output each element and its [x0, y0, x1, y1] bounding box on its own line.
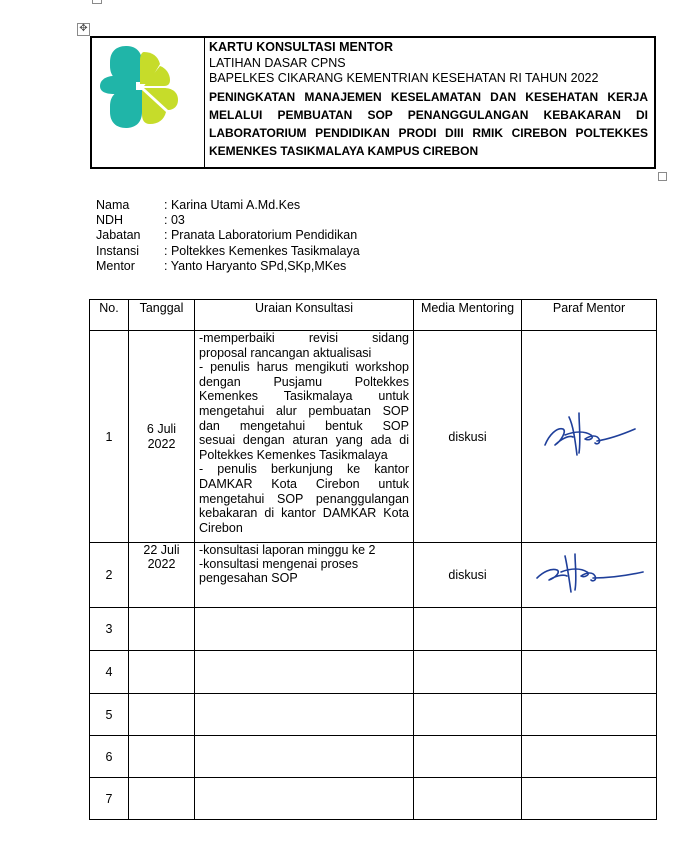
row-description [195, 736, 414, 778]
table-row [90, 543, 657, 608]
row-media [414, 651, 522, 694]
row-date [129, 778, 195, 820]
table-resize-handle[interactable] [658, 172, 667, 181]
header-text [205, 38, 654, 167]
info-label: Jabatan [96, 228, 141, 243]
info-label: NDH [96, 213, 124, 228]
row-media: diskusi [414, 331, 522, 543]
row-signature [522, 608, 657, 651]
row-description [195, 608, 414, 651]
row-date [129, 694, 195, 736]
page-corner-mark [92, 0, 102, 4]
table-row [90, 736, 657, 778]
row-signature [522, 778, 657, 820]
header-title: KARTU KONSULTASI MENTOR [209, 40, 394, 54]
desc-line: dengan Pusjamu Poltekkes [199, 374, 409, 389]
desc-line: Cirebon [199, 520, 243, 535]
header-tanggal: Tanggal [129, 300, 195, 331]
row-signature [522, 736, 657, 778]
desc-line: DAMKAR Kota Cirebon untuk [199, 476, 409, 491]
desc-line: -memperbaiki revisi sidang [199, 331, 409, 345]
table-move-handle-icon[interactable]: ✥ [77, 23, 90, 36]
row-description [195, 331, 414, 543]
row-number: 4 [90, 651, 129, 694]
table-row [90, 651, 657, 694]
info-value: : Yanto Haryanto SPd,SKp,MKes [164, 258, 347, 273]
date-line: 2022 [147, 436, 176, 451]
header-box [90, 36, 656, 169]
mentor-signature-icon [531, 552, 647, 596]
header-subject [209, 88, 648, 160]
info-value: : Poltekkes Kemenkes Tasikmalaya [164, 243, 360, 258]
row-date [129, 608, 195, 651]
table-row [90, 331, 657, 543]
header-paraf: Paraf Mentor [522, 300, 657, 331]
desc-line: Poltekkes Kemenkes Tasikmalaya [199, 447, 388, 462]
row-description [195, 651, 414, 694]
row-media [414, 608, 522, 651]
desc-line: pengesahan SOP [199, 571, 298, 586]
header-subject-line: MELALUI PEMBUATAN SOP PENANGGULANGAN KEBAKARAN DI [209, 107, 648, 122]
row-description [195, 778, 414, 820]
header-uraian: Uraian Konsultasi [195, 300, 414, 331]
row-number: 6 [90, 736, 129, 778]
desc-line: -konsultasi laporan minggu ke 2 [199, 543, 376, 557]
logo-cell [92, 38, 205, 167]
kemenkes-logo [96, 42, 180, 132]
info-value: : 03 [164, 213, 185, 228]
info-value: : Pranata Laboratorium Pendidikan [164, 228, 358, 243]
header-subject-line: PENINGKATAN MANAJEMEN KESELAMATAN DAN KESEHATAN KERJA [209, 89, 648, 104]
row-media [414, 694, 522, 736]
desc-line: Kemenkes Tasikmalaya untuk [199, 389, 409, 404]
row-date [129, 331, 195, 543]
table-row [90, 608, 657, 651]
info-label: Mentor [96, 258, 135, 273]
desc-line: mengetahui SOP penanggulangan [199, 491, 409, 506]
info-row-instansi [96, 244, 360, 259]
row-signature [522, 331, 657, 543]
desc-line: - penulis berkunjung ke kantor [199, 462, 409, 477]
row-date [129, 651, 195, 694]
desc-line: mengetahui alur pembuatan SOP [199, 403, 409, 418]
desc-line: - penulis harus mengikuti workshop [199, 360, 409, 375]
desc-line: sesuai dengan aturan yang ada di [199, 433, 409, 448]
table-row [90, 778, 657, 820]
date-line: 2022 [147, 557, 176, 571]
row-date [129, 736, 195, 778]
row-number: 1 [90, 331, 129, 543]
row-media: diskusi [414, 543, 522, 608]
row-signature [522, 651, 657, 694]
header-media: Media Mentoring [414, 300, 522, 331]
info-label: Nama [96, 198, 130, 212]
desc-line: dan mengetahui bentuk SOP [199, 418, 409, 433]
desc-line: kebakaran di kantor DAMKAR Kota [199, 506, 409, 521]
row-number: 3 [90, 608, 129, 651]
row-description [195, 543, 414, 608]
row-number: 7 [90, 778, 129, 820]
row-number: 2 [90, 543, 129, 608]
date-line: 22 Juli [143, 543, 180, 557]
consultation-table [89, 299, 657, 820]
header-line-3: BAPELKES CIKARANG KEMENTRIAN KESEHATAN RI TAHUN 2022 [209, 71, 599, 85]
date-line: 6 Juli [146, 422, 177, 436]
row-date [129, 543, 195, 608]
info-value: : Karina Utami A.Md.Kes [164, 198, 301, 212]
info-row-jabatan [96, 228, 360, 243]
row-signature [522, 694, 657, 736]
row-media [414, 736, 522, 778]
table-row [90, 694, 657, 736]
desc-line: proposal rancangan aktualisasi [199, 345, 372, 360]
info-row-ndh [96, 213, 360, 228]
row-signature [522, 543, 657, 608]
info-label: Instansi [96, 243, 140, 258]
table-header-row [90, 300, 657, 331]
header-line-2: LATIHAN DASAR CPNS [209, 55, 346, 70]
info-row-mentor [96, 259, 360, 274]
mentor-signature-icon [539, 405, 639, 465]
desc-line: -konsultasi mengenai proses [199, 557, 359, 572]
header-no: No. [90, 300, 129, 331]
info-row-nama [96, 198, 360, 213]
row-number: 5 [90, 694, 129, 736]
row-description [195, 694, 414, 736]
info-block [96, 198, 360, 274]
header-subject-line: KEMENKES TASIKMALAYA KAMPUS CIREBON [209, 143, 479, 158]
row-media [414, 778, 522, 820]
header-subject-line: LABORATORIUM PENDIDIKAN PRODI DIII RMIK CIREBON POLTEKKES [209, 125, 648, 140]
